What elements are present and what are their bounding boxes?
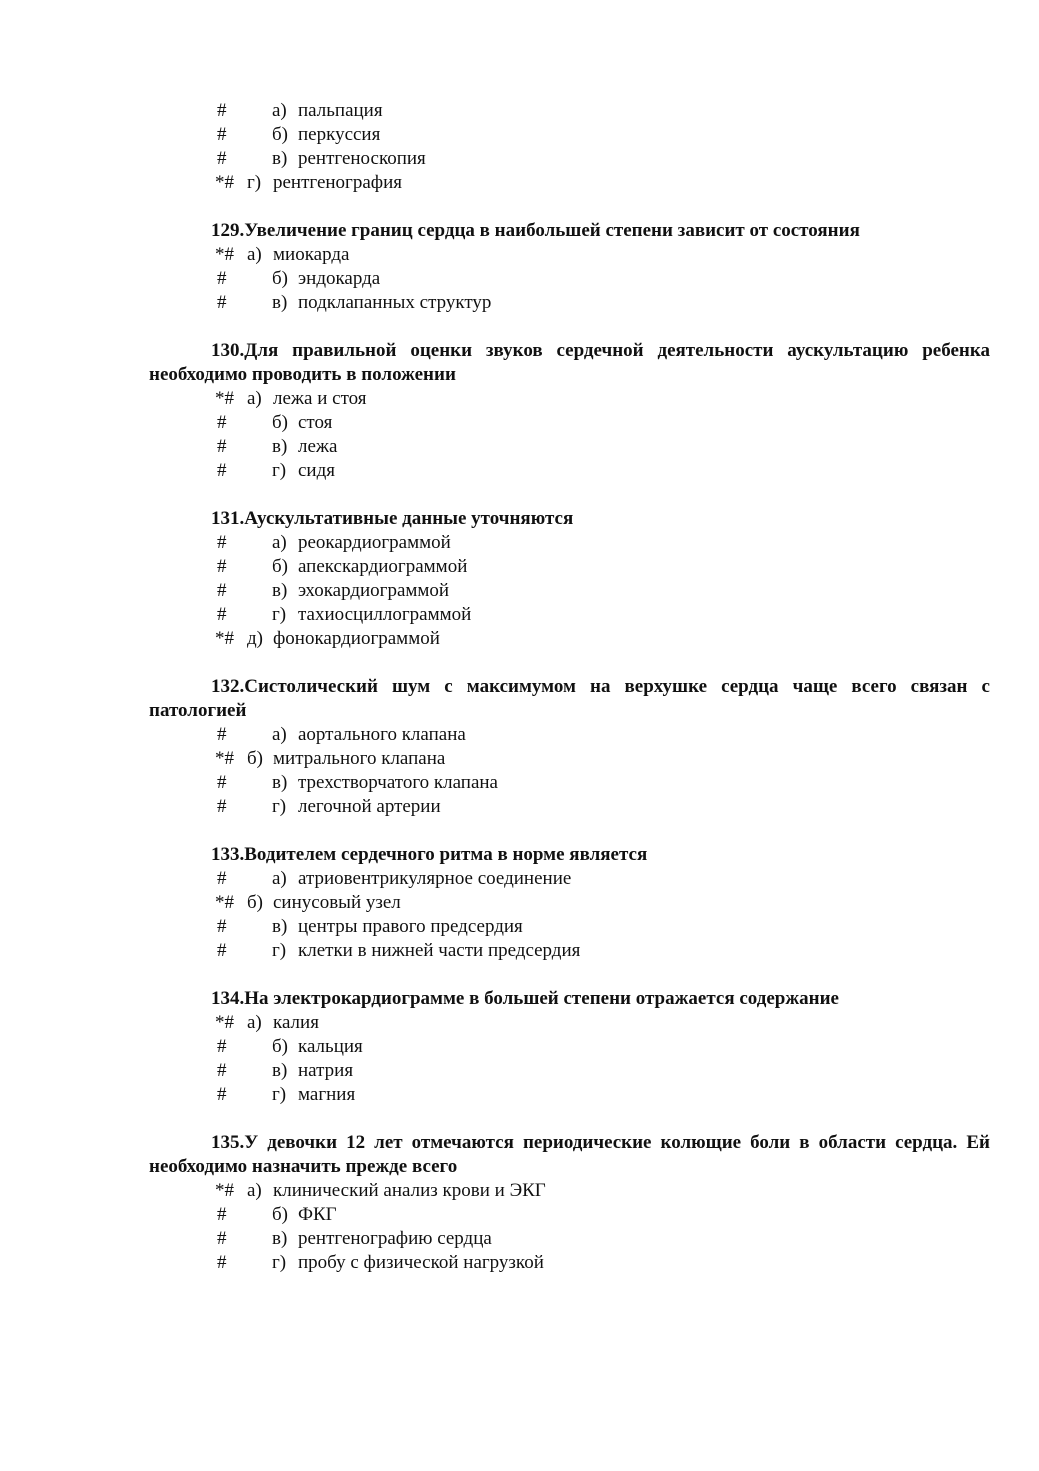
- answer-option: [149, 411, 990, 435]
- answer-letter: а): [272, 724, 287, 745]
- question-statement: Аускультативные данные уточняются: [244, 508, 574, 529]
- answer-marker: #: [217, 580, 227, 601]
- question-number: 130.: [211, 340, 245, 361]
- answer-letter: б): [247, 892, 263, 913]
- answer-option: [149, 459, 990, 483]
- answer-option: [149, 1203, 990, 1227]
- answer-letter: в): [272, 292, 288, 313]
- answer-marker: #: [217, 292, 227, 313]
- answer-marker: #: [217, 868, 227, 889]
- question-text: [149, 843, 990, 867]
- answer-letter: б): [272, 556, 288, 577]
- answer-marker: #: [217, 148, 227, 169]
- answer-option: [149, 1059, 990, 1083]
- question-statement: Водителем сердечного ритма в норме является: [244, 844, 648, 865]
- answer-text: атриовентрикулярное соединение: [298, 868, 572, 889]
- answer-text: апекскардиограммой: [298, 556, 468, 577]
- answer-text: рентгеноскопия: [298, 148, 426, 169]
- answer-text: трехстворчатого клапана: [298, 772, 498, 793]
- question-number: 132.: [211, 676, 245, 697]
- answer-option: [149, 1227, 990, 1251]
- question-text: [149, 987, 990, 1011]
- answer-letter: б): [272, 124, 288, 145]
- answer-option: [149, 723, 990, 747]
- answer-marker: #: [217, 436, 227, 457]
- answer-marker: #: [217, 460, 227, 481]
- answer-letter: д): [247, 628, 263, 649]
- answer-text: подклапанных структур: [298, 292, 492, 313]
- question-block: [149, 1131, 990, 1275]
- answer-option: [149, 939, 990, 963]
- answer-text: миокарда: [273, 244, 350, 265]
- answer-option: [149, 603, 990, 627]
- answer-marker: *#: [215, 388, 234, 409]
- spacer: [149, 963, 990, 987]
- question-number: 135.: [211, 1132, 245, 1153]
- answer-text: кальция: [298, 1036, 363, 1057]
- answer-letter: г): [272, 1252, 287, 1273]
- answer-marker: *#: [215, 172, 234, 193]
- answer-option: [149, 1251, 990, 1275]
- question-number: 133.: [211, 844, 245, 865]
- answer-text: сидя: [298, 460, 336, 481]
- spacer: [149, 819, 990, 843]
- answer-letter: г): [272, 604, 287, 625]
- answer-letter: а): [247, 244, 262, 265]
- answer-text: митрального клапана: [273, 748, 446, 769]
- answer-marker: *#: [215, 1012, 234, 1033]
- answer-text: эндокарда: [298, 268, 381, 289]
- answer-text: лежа: [298, 436, 338, 457]
- answer-letter: г): [272, 1084, 287, 1105]
- answer-option-correct: [149, 747, 990, 771]
- answer-letter: в): [272, 436, 288, 457]
- answer-marker: *#: [215, 628, 234, 649]
- answer-text: реокардиограммой: [298, 532, 451, 553]
- answer-marker: #: [217, 268, 227, 289]
- answer-option: [149, 147, 990, 171]
- answer-option: [149, 915, 990, 939]
- answer-text: центры правого предсердия: [298, 916, 523, 937]
- spacer: [149, 315, 990, 339]
- question-number: 131.: [211, 508, 245, 529]
- answer-marker: #: [217, 1204, 227, 1225]
- answer-text: лежа и стоя: [273, 388, 367, 409]
- answer-text: пробу с физической нагрузкой: [298, 1252, 544, 1273]
- answer-letter: б): [272, 1036, 288, 1057]
- answer-marker: #: [217, 604, 227, 625]
- answer-marker: #: [217, 916, 227, 937]
- answer-letter: б): [247, 748, 263, 769]
- answer-option: [149, 867, 990, 891]
- answer-letter: а): [247, 1180, 262, 1201]
- answer-option-correct: [149, 1179, 990, 1203]
- answer-marker: #: [217, 412, 227, 433]
- question-number: 134.: [211, 988, 245, 1009]
- answer-text: стоя: [298, 412, 333, 433]
- question-statement: Увеличение границ сердца в наибольшей степени зависит от состояния: [244, 220, 860, 241]
- answer-text: калия: [273, 1012, 319, 1033]
- question-block: [149, 987, 990, 1107]
- answer-marker: #: [217, 124, 227, 145]
- answer-letter: а): [247, 1012, 262, 1033]
- answer-marker: *#: [215, 748, 234, 769]
- answer-letter: а): [272, 868, 287, 889]
- answer-marker: #: [217, 724, 227, 745]
- answer-text: магния: [298, 1084, 356, 1105]
- answer-text: натрия: [298, 1060, 354, 1081]
- answer-option: [149, 531, 990, 555]
- answer-option: [149, 1083, 990, 1107]
- answer-option: [149, 99, 990, 123]
- answer-letter: в): [272, 1228, 288, 1249]
- answer-marker: #: [217, 1252, 227, 1273]
- answer-letter: г): [272, 940, 287, 961]
- question-block: [149, 219, 990, 315]
- answer-text: легочной артерии: [298, 796, 441, 817]
- question-number: 129.: [211, 220, 245, 241]
- question-text: [149, 1131, 990, 1179]
- answer-text: эхокардиограммой: [298, 580, 450, 601]
- answer-letter: б): [272, 1204, 288, 1225]
- spacer: [149, 195, 990, 219]
- answer-letter: г): [272, 796, 287, 817]
- answer-option-correct: [149, 891, 990, 915]
- answer-option: [149, 771, 990, 795]
- answer-option-correct: [149, 171, 990, 195]
- answer-text: тахиосциллограммой: [298, 604, 472, 625]
- answer-option-correct: [149, 627, 990, 651]
- answer-letter: г): [272, 460, 287, 481]
- spacer: [149, 651, 990, 675]
- question-statement: На электрокардиограмме в большей степени отражается содержание: [244, 988, 839, 1009]
- answer-text: аортального клапана: [298, 724, 466, 745]
- spacer: [149, 1107, 990, 1131]
- question-statement: Для правильной оценки звуков сердечной деятельности аускультацию ребенка необходимо проводить в положении: [149, 340, 990, 385]
- answer-text: ФКГ: [298, 1204, 337, 1225]
- answer-marker: #: [217, 1228, 227, 1249]
- answer-text: синусовый узел: [273, 892, 401, 913]
- answer-marker: *#: [215, 244, 234, 265]
- answer-text: клетки в нижней части предсердия: [298, 940, 581, 961]
- answer-marker: #: [217, 940, 227, 961]
- answer-text: клинический анализ крови и ЭКГ: [273, 1180, 546, 1201]
- question-text: [149, 675, 990, 723]
- spacer: [149, 483, 990, 507]
- answer-option: [149, 267, 990, 291]
- answer-marker: #: [217, 532, 227, 553]
- answer-marker: #: [217, 1060, 227, 1081]
- answer-option: [149, 435, 990, 459]
- question-statement: У девочки 12 лет отмечаются периодические колющие боли в области сердца. Ей необходимо назначить прежде всего: [149, 1132, 990, 1177]
- answer-marker: #: [217, 1084, 227, 1105]
- answer-letter: в): [272, 916, 288, 937]
- question-block: [149, 507, 990, 651]
- answer-text: фонокардиограммой: [273, 628, 440, 649]
- answer-marker: #: [217, 796, 227, 817]
- answer-option: [149, 1035, 990, 1059]
- question-statement: Систолический шум с максимумом на верхушке сердца чаще всего связан с патологией: [149, 676, 990, 721]
- answer-letter: в): [272, 1060, 288, 1081]
- answer-option: [149, 555, 990, 579]
- question-text: [149, 339, 990, 387]
- question-text: [149, 507, 990, 531]
- answer-letter: в): [272, 580, 288, 601]
- answer-option-correct: [149, 243, 990, 267]
- answer-marker: #: [217, 100, 227, 121]
- answer-option-correct: [149, 387, 990, 411]
- answer-text: рентгенографию сердца: [298, 1228, 492, 1249]
- answer-letter: г): [247, 172, 262, 193]
- answer-option: [149, 123, 990, 147]
- test-questions: [149, 99, 990, 1275]
- answer-text: перкуссия: [298, 124, 381, 145]
- question-block: [149, 339, 990, 483]
- answer-text: пальпация: [298, 100, 383, 121]
- answer-marker: #: [217, 772, 227, 793]
- answer-marker: *#: [215, 1180, 234, 1201]
- answer-letter: в): [272, 772, 288, 793]
- answer-letter: б): [272, 268, 288, 289]
- answer-marker: #: [217, 1036, 227, 1057]
- answer-option: [149, 579, 990, 603]
- answer-letter: а): [247, 388, 262, 409]
- answer-letter: а): [272, 532, 287, 553]
- answer-option: [149, 291, 990, 315]
- answer-marker: #: [217, 556, 227, 577]
- question-block: [149, 675, 990, 819]
- answer-text: рентгенография: [273, 172, 402, 193]
- answer-letter: а): [272, 100, 287, 121]
- answer-option: [149, 795, 990, 819]
- answer-letter: в): [272, 148, 288, 169]
- answer-option-correct: [149, 1011, 990, 1035]
- answer-letter: б): [272, 412, 288, 433]
- question-text: [149, 219, 990, 243]
- answer-marker: *#: [215, 892, 234, 913]
- question-block: [149, 843, 990, 963]
